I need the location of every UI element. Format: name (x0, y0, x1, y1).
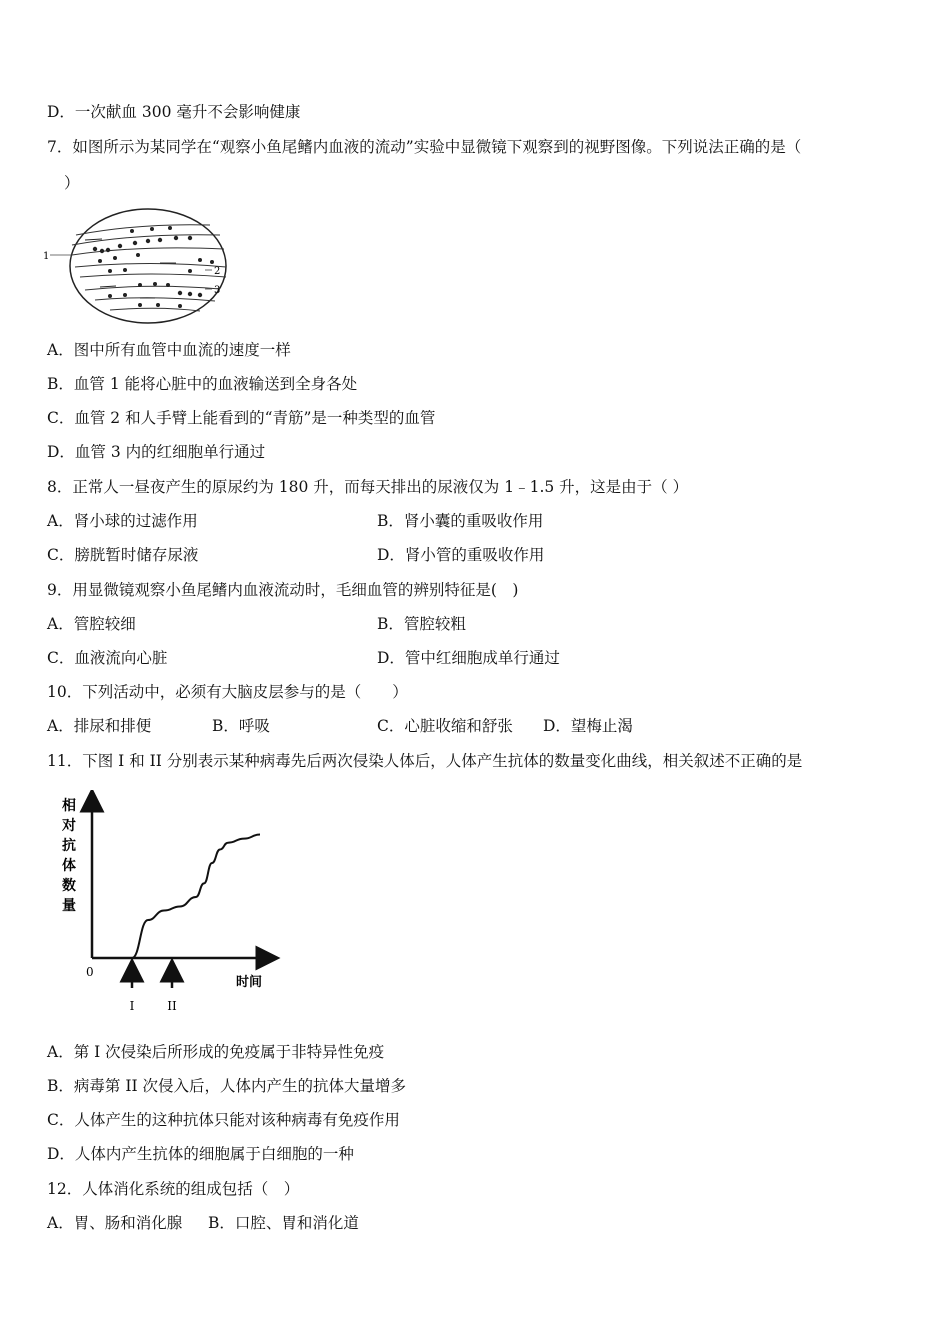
y-label-char: 体 (62, 858, 76, 874)
q10-option-c: C．心脏收缩和舒张 (377, 717, 513, 735)
q7-option-b: B．血管 1 能将心脏中的血液输送到全身各处 (47, 375, 358, 393)
antibody-curve (100, 835, 260, 958)
q10-option-d: D．望梅止渴 (543, 717, 633, 735)
q9-option-c: C．血液流向心脏 (47, 649, 168, 667)
x-axis-label: 时间 (236, 975, 263, 990)
q8-option-c: C．膀胱暂时储存尿液 (47, 546, 199, 564)
y-label-char: 数 (62, 878, 76, 894)
q9-option-d: D．管中红细胞成单行通过 (377, 649, 560, 667)
q9-option-a: A．管腔较细 (47, 615, 136, 633)
q12-stem: 12．人体消化系统的组成包括（ ） (47, 1180, 300, 1198)
y-label-char: 对 (62, 818, 76, 834)
microscope-field-figure (40, 205, 240, 330)
q7-option-d: D．血管 3 内的红细胞单行通过 (47, 443, 266, 461)
figure-label-3: 3 (214, 285, 221, 296)
origin-label: 0 (86, 965, 94, 979)
q9-stem: 9．用显微镜观察小鱼尾鳍内血液流动时，毛细血管的辨别特征是( ) (47, 581, 519, 599)
y-label-char: 相 (62, 798, 76, 814)
q11-stem: 11．下图 I 和 II 分别表示某种病毒先后两次侵染人体后，人体产生抗体的数量变化曲线，相关叙述不正确的是 (47, 752, 803, 770)
y-label-char: 抗 (62, 838, 76, 854)
q10-option-b: B．呼吸 (212, 717, 270, 735)
q7-stem-line1: 7．如图所示为某同学在“观察小鱼尾鳍内血液的流动”实验中显微镜下观察到的视野图像。下列说法正确的是（ (47, 138, 802, 156)
event-label-2: II (167, 999, 177, 1013)
q11-option-c: C．人体产生的这种抗体只能对该种病毒有免疫作用 (47, 1111, 400, 1129)
q10-stem: 10．下列活动中，必须有大脑皮层参与的是（ ） (47, 683, 408, 701)
q12-option-a: A．胃、肠和消化腺 (47, 1214, 183, 1232)
q10-option-a: A．排尿和排便 (47, 717, 152, 735)
event-label-1: I (129, 999, 135, 1013)
antibody-chart (50, 790, 290, 1020)
figure-label-2: 2 (214, 266, 221, 277)
y-axis-label (61, 797, 76, 914)
q8-option-a: A．肾小球的过滤作用 (47, 512, 198, 530)
q7-option-c: C．血管 2 和人手臂上能看到的“青筋”是一种类型的血管 (47, 409, 436, 427)
figure-label-1: 1 (43, 251, 50, 262)
q8-stem: 8．正常人一昼夜产生的原尿约为 180 升，而每天排出的尿液仅为 1﹣1.5 升，这是由于（ ） (47, 478, 689, 496)
q12-option-b: B．口腔、胃和消化道 (208, 1214, 359, 1232)
q8-option-b: B．肾小囊的重吸收作用 (377, 512, 544, 530)
q11-option-b: B．病毒第 II 次侵入后，人体内产生的抗体大量增多 (47, 1077, 406, 1095)
q11-option-a: A．第 I 次侵染后所形成的免疫属于非特异性免疫 (47, 1043, 385, 1061)
q8-option-d: D．肾小管的重吸收作用 (377, 546, 545, 564)
q7-stem-line2: ） (64, 174, 80, 192)
q6-option-d: D．一次献血 300 毫升不会影响健康 (47, 103, 301, 121)
q11-option-d: D．人体内产生抗体的细胞属于白细胞的一种 (47, 1145, 354, 1163)
q7-option-a: A．图中所有血管中血流的速度一样 (47, 341, 291, 359)
y-label-char: 量 (62, 898, 76, 914)
q9-option-b: B．管腔较粗 (377, 615, 466, 633)
